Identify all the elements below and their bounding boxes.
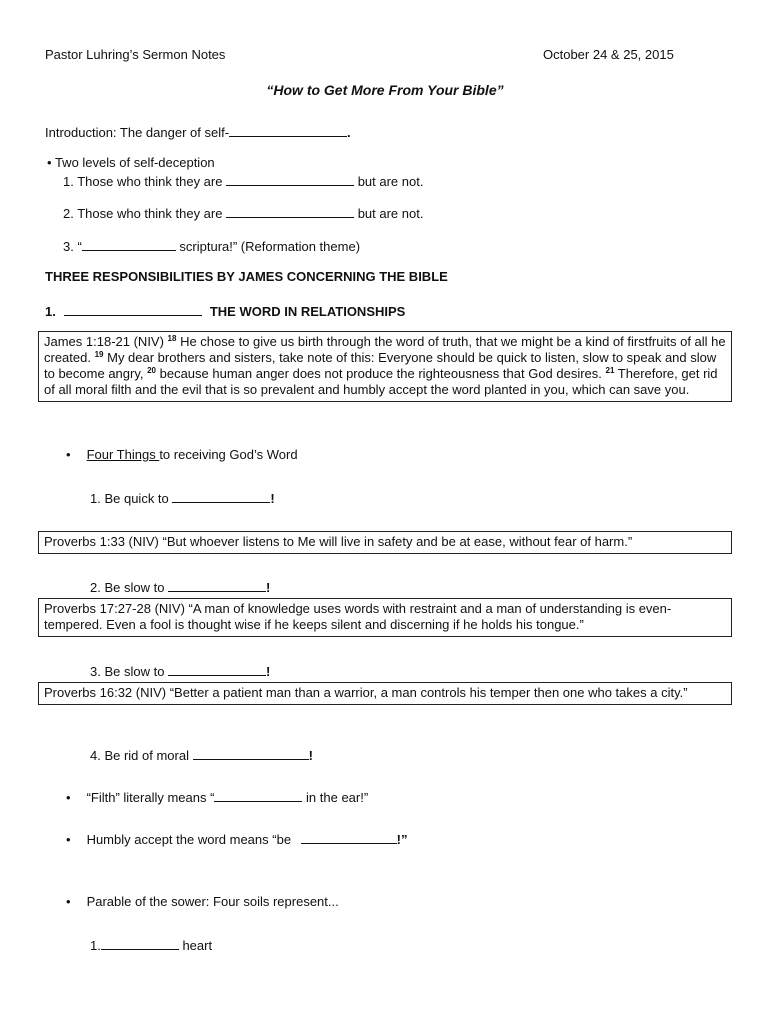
point-1-number: 1. [45, 304, 56, 319]
verse-21: 21 [605, 366, 615, 375]
header-left: Pastor Luhring’s Sermon Notes [45, 47, 226, 62]
humbly-blank [301, 830, 397, 844]
james-text-18: He chose to give us birth through the word of truth, that we might be a kind of firstfruits of all he created. [44, 334, 726, 365]
humbly-end: !” [396, 832, 408, 847]
proverbs-1-33-text: Proverbs 1:33 (NIV) “But whoever listens to Me will live in safety and be at ease, without fear of harm.” [44, 534, 633, 549]
level-item-3-blank [82, 237, 176, 251]
proverbs-16-32-text: Proverbs 16:32 (NIV) “Better a patient man than a warrior, a man controls his temper then one who takes a city.” [44, 685, 688, 700]
level-item-1-blank [226, 172, 354, 186]
soil-1-pre: 1. [90, 938, 101, 953]
header-date: October 24 & 25, 2015 [543, 47, 674, 62]
level-item-3-post: scriptura!” (Reformation theme) [175, 239, 361, 254]
four-things-line [66, 447, 298, 463]
thing-3 [90, 662, 270, 680]
thing-3-pre: 3. Be slow to [90, 664, 169, 679]
bullet: • [66, 894, 71, 909]
thing-4-blank [193, 746, 309, 760]
level-item-2-blank [226, 204, 354, 218]
proverbs-17-27-box [38, 598, 732, 637]
thing-2-pre: 2. Be slow to [90, 580, 169, 595]
james-ref: James 1:18-21 (NIV) [44, 334, 168, 349]
soil-1-post: heart [178, 938, 213, 953]
level-item-2 [63, 204, 423, 222]
filth-post: in the ear!” [302, 790, 369, 805]
thing-3-end: ! [266, 664, 271, 679]
humbly-line [66, 830, 408, 848]
level-item-1 [63, 172, 423, 190]
filth-blank [214, 788, 302, 802]
levels-heading-text: Two levels of self-deception [54, 155, 215, 170]
thing-2-end: ! [266, 580, 271, 595]
james-text-19: My dear brothers and sisters, take note of this: Everyone should be quick to listen, slow to speak and slow to become angry, [44, 350, 717, 381]
thing-4-pre: 4. Be rid of moral [90, 748, 193, 763]
soil-1-blank [101, 936, 179, 950]
level-item-2-pre: 2. Those who think they are [63, 206, 227, 221]
proverbs-16-32-box [38, 682, 732, 705]
verse-20: 20 [147, 366, 156, 375]
level-item-3-pre: 3. “ [63, 239, 82, 254]
page-title: “How to Get More From Your Bible” [266, 82, 504, 98]
point-1 [45, 302, 405, 320]
levels-heading [47, 155, 215, 171]
bullet: • [47, 155, 52, 170]
intro-text: Introduction: The danger of self- [45, 125, 230, 140]
thing-3-blank [168, 662, 266, 676]
filth-line [66, 788, 368, 806]
soil-1 [90, 936, 212, 954]
parable-line [66, 894, 339, 910]
level-item-1-pre: 1. Those who think they are [63, 174, 227, 189]
thing-1-blank [172, 489, 270, 503]
james-text-21: Therefore, get rid of all moral filth and the evil that is so prevalent and humbly accept the word planted in you, which can save you. [44, 366, 718, 397]
james-scripture-box [38, 331, 732, 402]
verse-19: 19 [94, 350, 104, 359]
bullet: • [66, 790, 71, 805]
level-item-3 [63, 237, 360, 255]
point-1-blank [64, 302, 202, 316]
intro-end: . [347, 125, 351, 140]
intro-blank [229, 123, 347, 137]
bullet: • [66, 832, 71, 847]
thing-4-end: ! [308, 748, 313, 763]
bullet: • [66, 447, 71, 462]
thing-1 [90, 489, 275, 507]
thing-1-end: ! [270, 491, 275, 506]
thing-2 [90, 578, 270, 596]
four-things-underlined: Four Things [86, 447, 160, 462]
intro-line [45, 123, 351, 141]
proverbs-1-33-box [38, 531, 732, 554]
level-item-1-post: but are not. [354, 174, 424, 189]
section-heading: THREE RESPONSIBILITIES BY JAMES CONCERNING THE BIBLE [45, 269, 448, 284]
point-1-label: THE WORD IN RELATIONSHIPS [209, 304, 406, 319]
thing-2-blank [168, 578, 266, 592]
parable-text: Parable of the sower: Four soils represent... [86, 894, 339, 909]
humbly-pre: Humbly accept the word means “be [86, 832, 295, 847]
james-text-20: because human anger does not produce the righteousness that God desires. [156, 366, 606, 381]
thing-4 [90, 746, 313, 764]
four-things-rest: to receiving God’s Word [159, 447, 298, 462]
thing-1-pre: 1. Be quick to [90, 491, 173, 506]
level-item-2-post: but are not. [354, 206, 424, 221]
proverbs-17-27-text: Proverbs 17:27-28 (NIV) “A man of knowledge uses words with restraint and a man of understanding is even-tempered. Even a fool is thought wise if he keeps silent and discerning if he holds his tongue.” [44, 601, 672, 632]
filth-pre: “Filth” literally means “ [86, 790, 215, 805]
verse-18: 18 [167, 334, 177, 343]
